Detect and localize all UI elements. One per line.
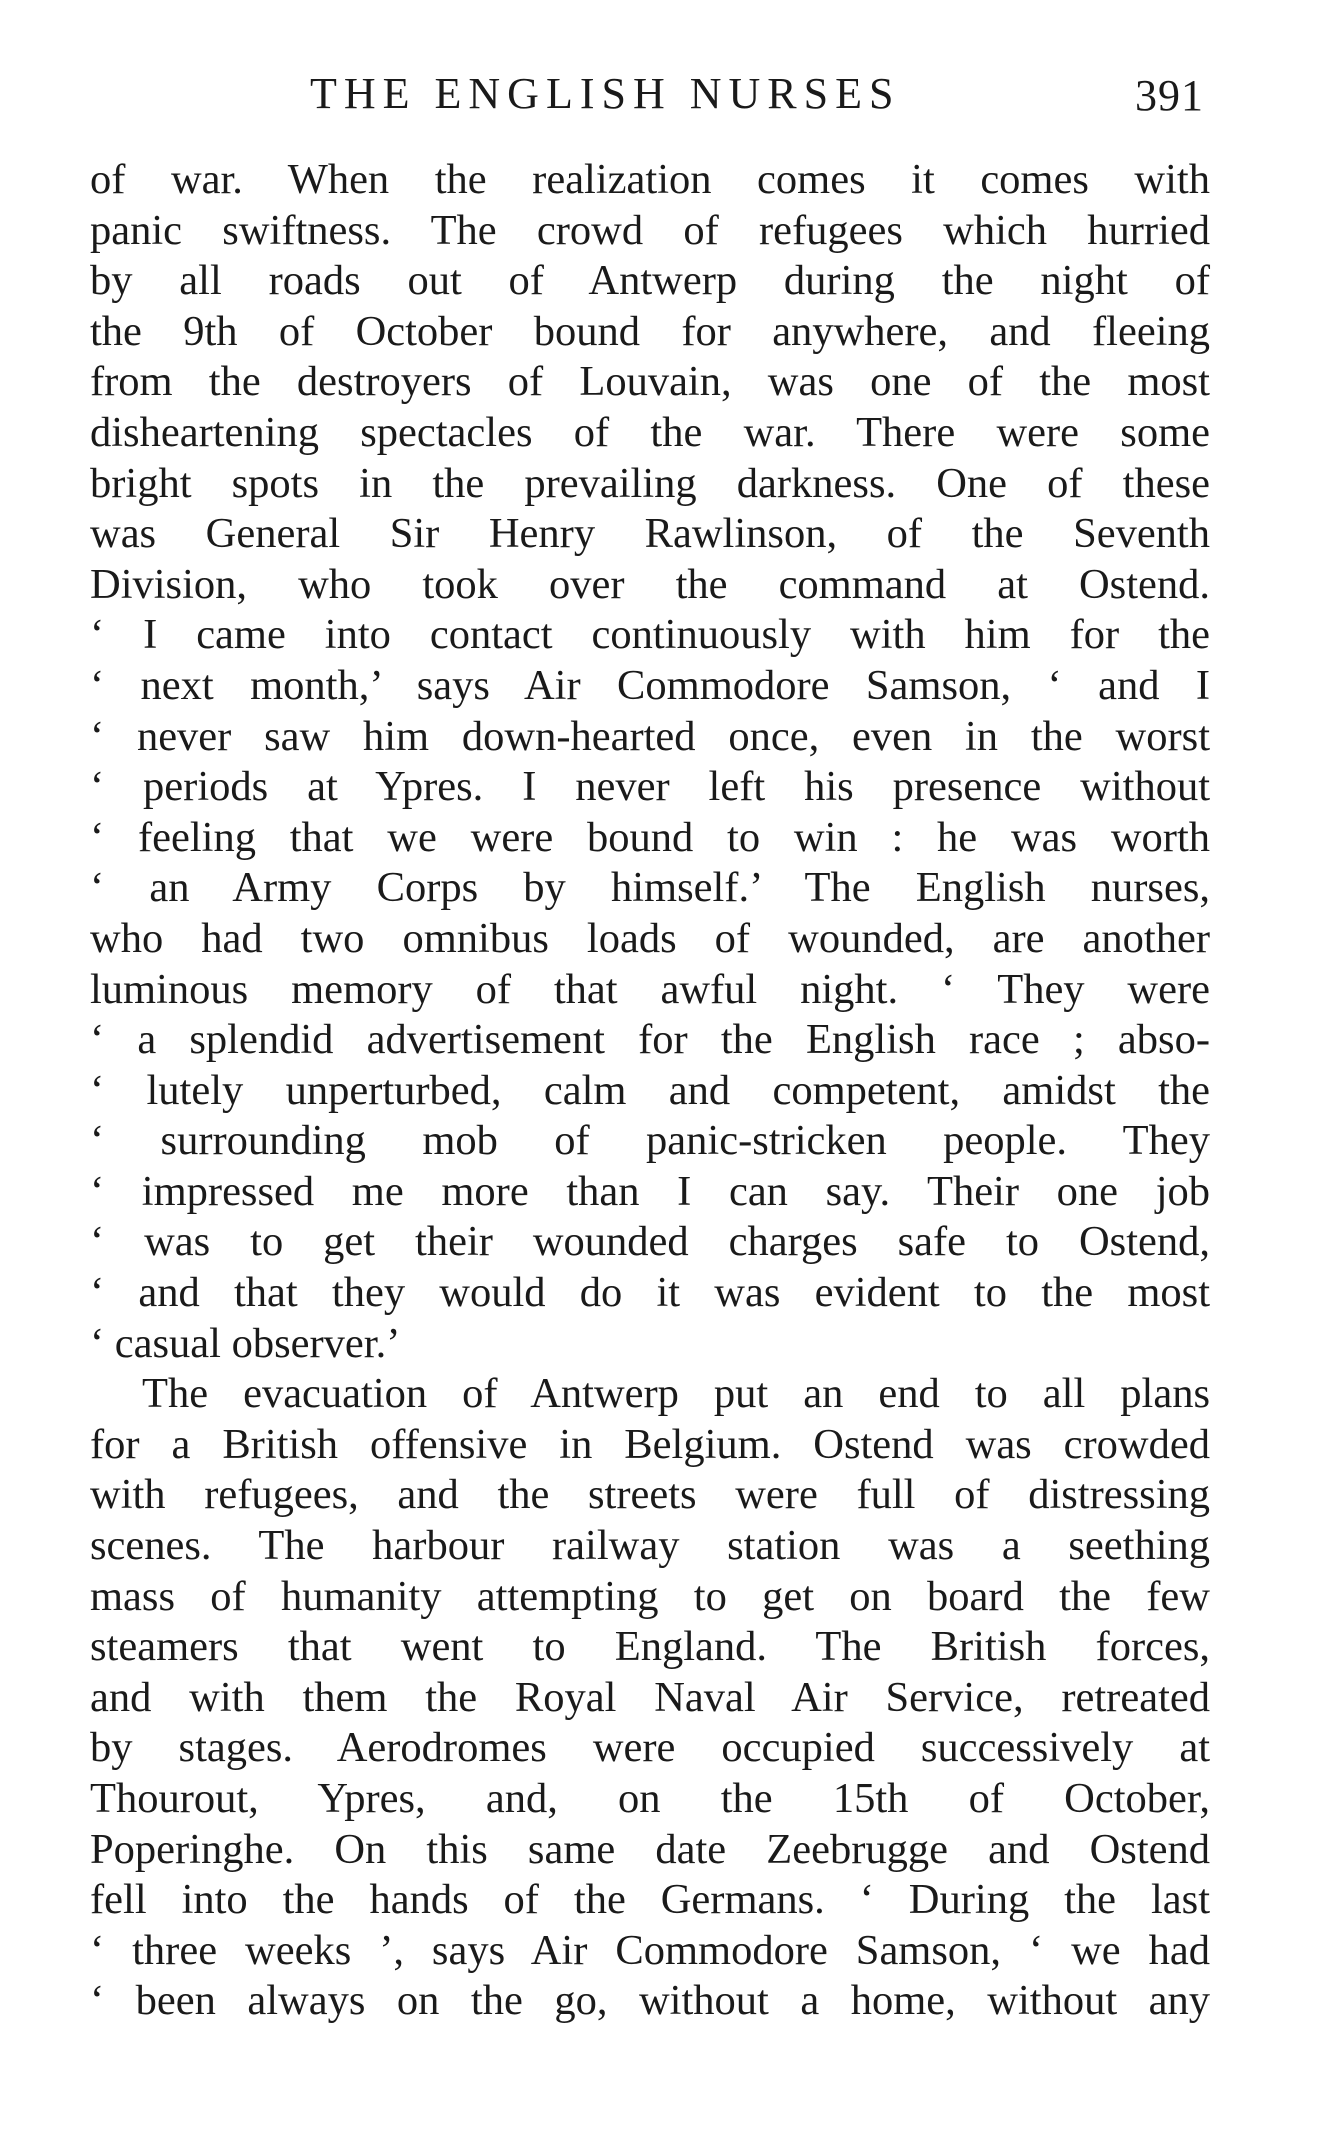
text-line: ‘ never saw him down-hearted once, even in the worst	[90, 712, 1210, 760]
text-line: fell into the hands of the Germans. ‘ During the last	[90, 1876, 1210, 1924]
text-line: ‘ surrounding mob of panic-stricken people. They	[90, 1117, 1210, 1165]
text-line: ‘ and that they would do it was evident to the most	[90, 1269, 1210, 1317]
text-line: mass of humanity attempting to get on board the few	[90, 1572, 1210, 1620]
text-line: ‘ impressed me more than I can say. Their one job	[90, 1167, 1210, 1215]
text-line: by all roads out of Antwerp during the night of	[90, 257, 1210, 305]
text-line: from the destroyers of Louvain, was one of the most	[90, 358, 1210, 406]
text-line: ‘ casual observer.’	[90, 1319, 401, 1367]
text-line: ‘ periods at Ypres. I never left his presence without	[90, 763, 1210, 811]
text-line: with refugees, and the streets were full of distressing	[90, 1471, 1210, 1519]
text-line: The evacuation of Antwerp put an end to all plans	[142, 1370, 1210, 1418]
text-line: ‘ been always on the go, without a home, without any	[90, 1977, 1210, 2025]
text-line: ‘ I came into contact continuously with him for the	[90, 611, 1210, 659]
text-line: steamers that went to England. The British forces,	[90, 1623, 1210, 1671]
text-line: and with them the Royal Naval Air Service, retreated	[90, 1673, 1210, 1721]
body-text	[90, 155, 1210, 2027]
text-line: ‘ three weeks ’, says Air Commodore Samson, ‘ we had	[90, 1926, 1210, 1974]
text-line: Poperinghe. On this same date Zeebrugge and Ostend	[90, 1825, 1210, 1873]
text-line: ‘ next month,’ says Air Commodore Samson, ‘ and I	[90, 661, 1210, 709]
text-line: by stages. Aerodromes were occupied successively at	[90, 1724, 1210, 1772]
text-line: of war. When the realization comes it comes with	[90, 156, 1210, 203]
text-line: the 9th of October bound for anywhere, and fleeing	[90, 307, 1210, 355]
text-line: ‘ lutely unperturbed, calm and competent, amidst the	[90, 1066, 1210, 1114]
text-line: luminous memory of that awful night. ‘ They were	[90, 965, 1210, 1013]
text-line: Thourout, Ypres, and, on the 15th of October,	[90, 1775, 1210, 1822]
text-line: for a British offensive in Belgium. Ostend was crowded	[90, 1420, 1210, 1468]
running-title: THE ENGLISH NURSES	[310, 69, 901, 118]
text-line: panic swiftness. The crowd of refugees which hurried	[90, 206, 1210, 254]
text-line: ‘ a splendid advertisement for the English race ; abso-	[90, 1016, 1210, 1064]
running-head	[90, 64, 1210, 124]
text-line: Division, who took over the command at Ostend.	[90, 560, 1210, 608]
page-number: 391	[1135, 71, 1204, 120]
text-line: ‘ feeling that we were bound to win : he was worth	[90, 813, 1210, 861]
text-line: disheartening spectacles of the war. There were some	[90, 408, 1210, 456]
text-line: scenes. The harbour railway station was a seething	[90, 1522, 1210, 1570]
text-line: bright spots in the prevailing darkness. One of these	[90, 459, 1210, 507]
text-line: was General Sir Henry Rawlinson, of the Seventh	[90, 510, 1210, 558]
text-line: ‘ an Army Corps by himself.’ The English nurses,	[90, 864, 1210, 912]
paragraph-2	[90, 1369, 1210, 2027]
text-line: ‘ was to get their wounded charges safe to Ostend,	[90, 1218, 1210, 1266]
text-line: who had two omnibus loads of wounded, are another	[90, 914, 1210, 962]
paragraph-1	[90, 155, 1210, 1369]
